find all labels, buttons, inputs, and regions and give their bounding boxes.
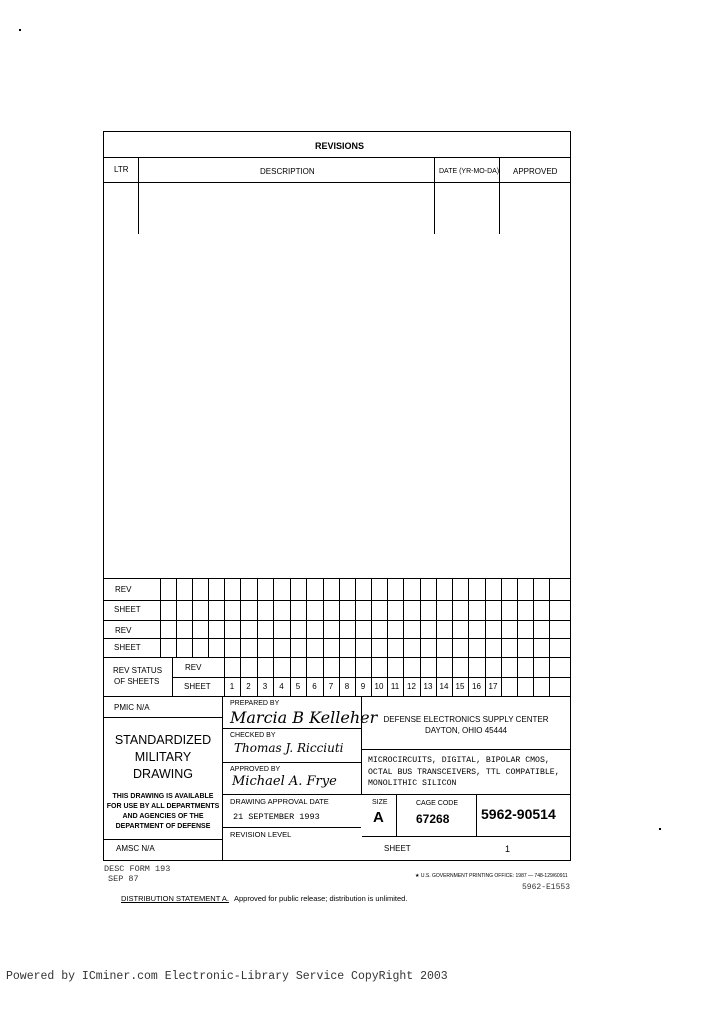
sheet-number: 12: [407, 682, 416, 691]
distribution-text: Approved for public release; distribution is unlimited.: [234, 894, 408, 903]
center-line2: DAYTON, OHIO 45444: [425, 726, 507, 735]
rev-row1-label: REV: [115, 585, 132, 594]
sheet-number: 3: [262, 682, 268, 691]
prepared-by-signature: Marcia B Kelleher: [230, 708, 378, 727]
sheet-number: 14: [439, 682, 449, 691]
pmic-label: PMIC N/A: [114, 703, 150, 712]
grid-column-line: [485, 578, 486, 696]
supply-center: [362, 714, 570, 736]
grid-column-line: [273, 578, 274, 696]
grid-column-line: [257, 578, 258, 696]
sheet-number: 13: [423, 682, 433, 691]
approval-date-value: 21 SEPTEMBER 1993: [233, 812, 320, 822]
grid-column-line: [452, 578, 453, 696]
rev-status-label: REV STATUS: [113, 666, 163, 675]
approval-date-label: DRAWING APPROVAL DATE: [230, 797, 329, 806]
col-date: DATE (YR-MO-DA): [439, 168, 500, 175]
grid-column-line: [208, 578, 209, 657]
size-value: A: [373, 809, 384, 826]
sheet-number: 6: [312, 682, 317, 691]
grid-column-line: [403, 578, 404, 696]
cage-value: 67268: [416, 812, 450, 826]
grid-column-line: [176, 578, 177, 657]
grid-column-line: [192, 578, 193, 657]
sheet-label: SHEET: [384, 844, 411, 853]
availability-note: [104, 792, 222, 832]
std-line3: DRAWING: [133, 767, 193, 781]
scan-speck: [659, 828, 661, 830]
grid-column-line: [387, 578, 388, 696]
std-line1: STANDARDIZED: [114, 733, 212, 747]
form-number: 5962-E1553: [522, 883, 571, 892]
desc-line3: MONOLITHIC SILICON: [368, 779, 457, 788]
grid-column-line: [240, 578, 241, 696]
col-ltr: LTR: [114, 165, 129, 174]
avail-line2: FOR USE BY ALL DEPARTMENTS: [106, 803, 220, 810]
standardized-military-drawing: [104, 732, 222, 783]
prepared-by-label: PREPARED BY: [230, 700, 280, 707]
sheet-number: 17: [488, 682, 498, 691]
desc-line1: MICROCIRCUITS, DIGITAL, BIPOLAR CMOS,: [368, 756, 550, 765]
sheet-number: 10: [374, 682, 384, 691]
cage-label: CAGE CODE: [416, 800, 459, 807]
sheet-number: 11: [390, 682, 400, 691]
sheet-value: 1: [505, 844, 511, 854]
status-rev-label: REV: [185, 663, 202, 672]
status-sheet-label: SHEET: [184, 682, 211, 691]
size-label: SIZE: [372, 799, 388, 806]
sheet-number: 15: [455, 682, 465, 691]
grid-column-line: [420, 578, 421, 696]
grid-column-line: [501, 578, 502, 696]
gpo-note: ★ U.S. GOVERNMENT PRINTING OFFICE: 1987 — 748-129/60911: [415, 873, 568, 879]
sheet-number: 7: [328, 682, 334, 691]
approved-by-label: APPROVED BY: [230, 766, 281, 773]
grid-column-line: [323, 578, 324, 696]
avail-line4: DEPARTMENT OF DEFENSE: [115, 823, 211, 830]
checked-by-label: CHECKED BY: [230, 732, 276, 739]
col-description: DESCRIPTION: [260, 167, 315, 176]
amsc-label: AMSC N/A: [116, 844, 155, 853]
powered-by-footer: Powered by ICminer.com Electronic-Library Service CopyRight 2003: [6, 970, 448, 983]
sheet-number: 5: [295, 682, 301, 691]
desc-form-line1: DESC FORM 193: [104, 864, 171, 874]
sheet-number: 9: [360, 682, 366, 691]
grid-column-line: [224, 578, 225, 696]
center-line1: DEFENSE ELECTRONICS SUPPLY CENTER: [383, 715, 549, 724]
desc-line2: OCTAL BUS TRANSCEIVERS, TTL COMPATIBLE,: [368, 767, 560, 777]
grid-column-line: [290, 578, 291, 696]
grid-column-line: [517, 578, 518, 696]
grid-column-line: [436, 578, 437, 696]
grid-column-line: [306, 578, 307, 696]
grid-column-line: [355, 578, 356, 696]
scan-speck: [19, 29, 21, 31]
drawing-number: 5962-90514: [481, 806, 556, 822]
sheet-number: 4: [279, 682, 284, 691]
grid-column-line: [468, 578, 469, 696]
distribution-label: DISTRIBUTION STATEMENT A.: [121, 894, 229, 903]
drawing-description: [368, 755, 560, 790]
std-line2: MILITARY: [134, 750, 192, 764]
revisions-title: REVISIONS: [315, 141, 365, 151]
avail-line1: THIS DRAWING IS AVAILABLE: [112, 793, 214, 800]
revision-level-label: REVISION LEVEL: [230, 830, 292, 839]
grid-column-line: [549, 578, 550, 696]
sheet-number: 8: [344, 682, 350, 691]
sheet-row2-label: SHEET: [114, 605, 141, 614]
checked-by-signature: Thomas J. Ricciuti: [234, 741, 344, 755]
grid-column-line: [371, 578, 372, 696]
sheet-number: 16: [472, 682, 481, 691]
sheet-row4-label: SHEET: [114, 643, 141, 652]
desc-form: [104, 864, 170, 884]
col-approved: APPROVED: [513, 167, 558, 176]
rev-row3-label: REV: [115, 626, 132, 635]
grid-column-line: [160, 578, 161, 657]
grid-column-line: [339, 578, 340, 696]
grid-column-line: [533, 578, 534, 696]
desc-form-line2: SEP 87: [108, 874, 139, 884]
sheet-number: 2: [246, 682, 251, 691]
sheet-number: 1: [229, 682, 235, 691]
approved-by-signature: Michael A. Frye: [232, 774, 337, 789]
avail-line3: AND AGENCIES OF THE: [122, 813, 204, 820]
of-sheets-label: OF SHEETS: [114, 677, 160, 686]
